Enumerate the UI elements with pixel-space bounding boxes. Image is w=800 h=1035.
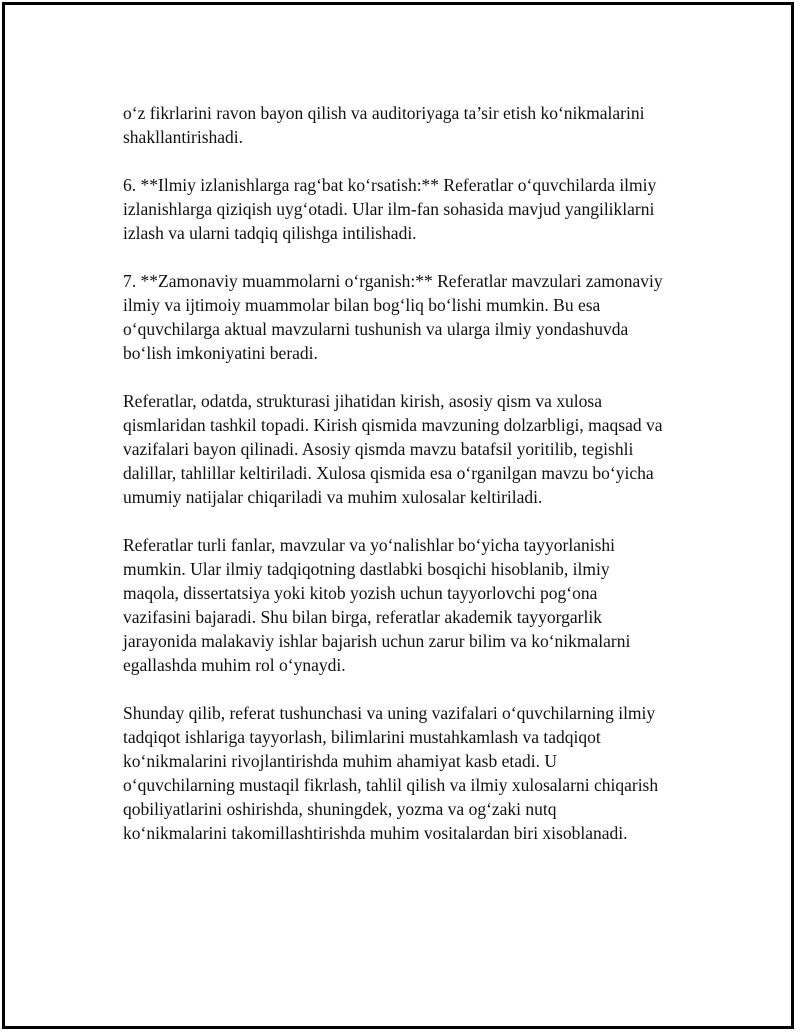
text-line: Shunday qilib, referat tushunchasi va uning vazifalari o‘quvchilarning ilmiy <box>123 703 656 723</box>
text-line: mumkin. Ular ilmiy tadqiqotning dastlabki bosqichi hisoblanib, ilmiy <box>123 559 610 579</box>
paragraph-item-6 <box>123 173 713 245</box>
text-line: vazifalari bayon qilinadi. Asosiy qismda mavzu batafsil yoritilib, tegishli <box>123 439 634 459</box>
text-line: Referatlar turli fanlar, mavzular va yo‘nalishlar bo‘yicha tayyorlanishi <box>123 535 616 555</box>
text-line: 7. **Zamonaviy muammolarni o‘rganish:** Referatlar mavzulari zamonaviy <box>123 271 663 291</box>
text-line: ilmiy va ijtimoiy muammolar bilan bog‘liq bo‘lishi mumkin. Bu esa <box>123 295 601 315</box>
text-line: shakllantirishadi. <box>123 127 244 147</box>
text-line: o‘quvchilarning mustaqil fikrlash, tahlil qilish va ilmiy xulosalarni chiqarish <box>123 775 659 795</box>
text-line: dalillar, tahlillar keltiriladi. Xulosa qismida esa o‘rganilgan mavzu bo‘yicha <box>123 463 654 483</box>
text-line: tadqiqot ishlariga tayyorlash, bilimlarini mustahkamlash va tadqiqot <box>123 727 601 747</box>
text-line: Referatlar, odatda, strukturasi jihatidan kirish, asosiy qism va xulosa <box>123 391 602 411</box>
text-line: maqola, dissertatsiya yoki kitob yozish uchun tayyorlovchi pog‘ona <box>123 583 598 603</box>
text-line: qobiliyatlarini oshirishda, shuningdek, yozma va og‘zaki nutq <box>123 799 557 819</box>
paragraph-item-7 <box>123 269 713 365</box>
text-line: izlanishlarga qiziqish uyg‘otadi. Ular ilm-fan sohasida mavjud yangiliklarni <box>123 199 655 219</box>
text-line: egallashda muhim rol o‘ynaydi. <box>123 655 346 675</box>
text-line: vazifasini bajaradi. Shu bilan birga, referatlar akademik tayyorgarlik <box>123 607 602 627</box>
text-line: o‘z fikrlarini ravon bayon qilish va auditoriyaga ta’sir etish ko‘nikmalarini <box>123 103 645 123</box>
text-line: o‘quvchilarga aktual mavzularni tushunish va ularga ilmiy yondashuvda <box>123 319 629 339</box>
document-body <box>123 101 713 869</box>
text-line: izlash va ularni tadqiq qilishga intilishadi. <box>123 223 417 243</box>
text-line: umumiy natijalar chiqariladi va muhim xulosalar keltiriladi. <box>123 487 543 507</box>
paragraph-continuation <box>123 101 713 149</box>
paragraph-structure <box>123 389 713 509</box>
text-line: jarayonida malakaviy ishlar bajarish uchun zarur bilim va ko‘nikmalarni <box>123 631 631 651</box>
text-line: ko‘nikmalarini takomillashtirishda muhim vositalardan biri xisoblanadi. <box>123 823 628 843</box>
text-line: ko‘nikmalarini rivojlantirishda muhim ahamiyat kasb etadi. U <box>123 751 557 771</box>
paragraph-subjects <box>123 533 713 677</box>
paragraph-conclusion <box>123 701 713 845</box>
text-line: qismlaridan tashkil topadi. Kirish qismida mavzuning dolzarbligi, maqsad va <box>123 415 663 435</box>
text-line: bo‘lish imkoniyatini beradi. <box>123 343 318 363</box>
page-frame <box>2 2 794 1029</box>
text-line: 6. **Ilmiy izlanishlarga rag‘bat ko‘rsatish:** Referatlar o‘quvchilarda ilmiy <box>123 175 657 195</box>
